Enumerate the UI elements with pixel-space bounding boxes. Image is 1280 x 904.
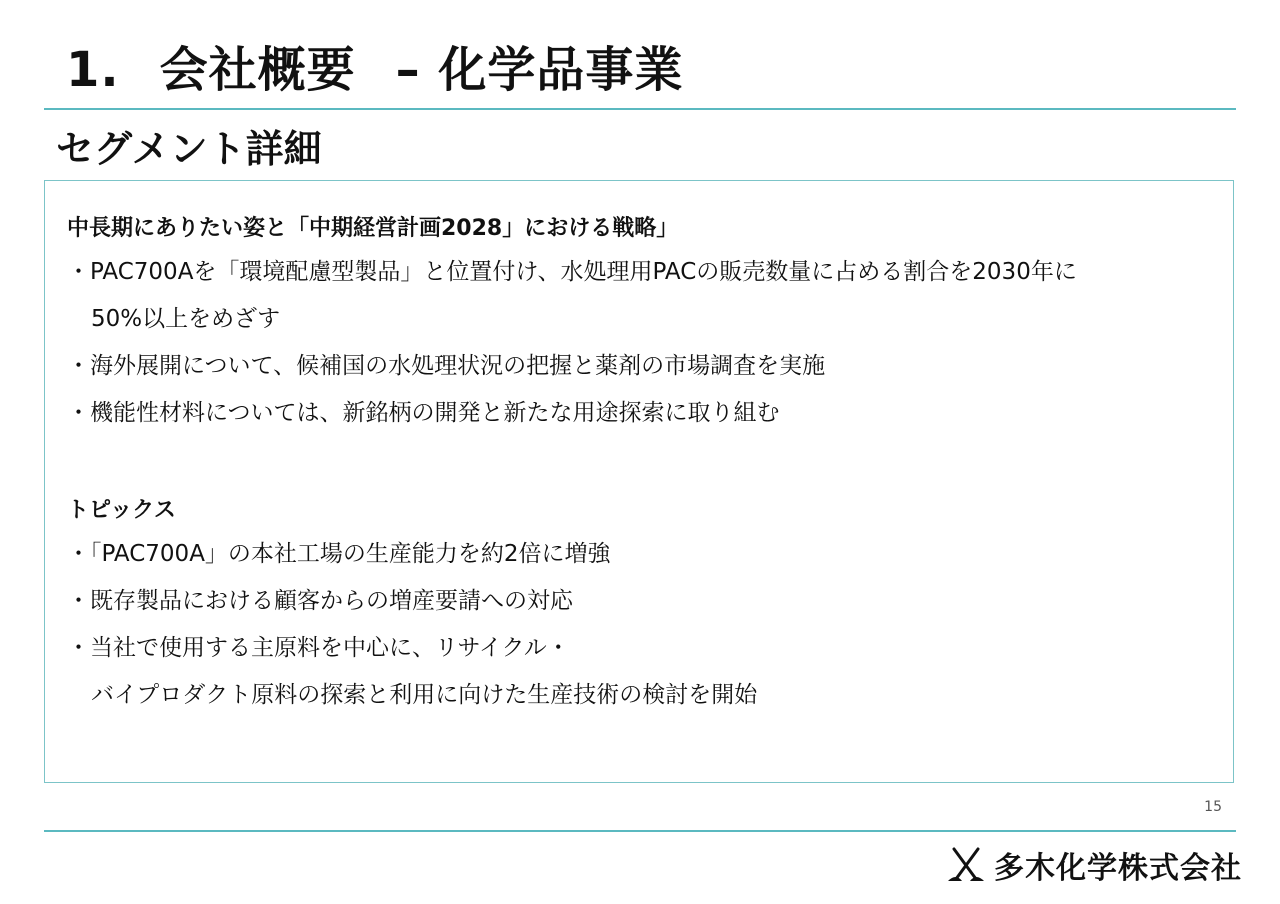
topics-heading: トピックス xyxy=(67,498,176,523)
crossed-hoes-logo-icon xyxy=(946,845,986,885)
company-logo xyxy=(946,843,1242,887)
bullet-line: ・当社で使用する主原料を中心に、リサイクル・ xyxy=(67,635,570,661)
slide-title-main: 会社概要 xyxy=(159,42,356,98)
bullet-line: ・海外展開について、候補国の水処理状況の把握と薬剤の市場調査を実施 xyxy=(67,353,826,379)
slide-title-sub: – 化学品事業 xyxy=(395,42,684,98)
topics-bullet xyxy=(67,625,1227,719)
bullet-line-continued: 50%以上をめざす xyxy=(91,306,281,332)
strategy-heading: 中長期にありたい姿と「中期経営計画2028」における戦略」 xyxy=(67,216,679,241)
strategy-bullet xyxy=(67,249,1227,343)
company-name: 多木化学株式会社 xyxy=(994,851,1242,886)
segment-detail-box xyxy=(44,180,1234,783)
slide-title xyxy=(66,38,683,102)
strategy-bullet xyxy=(67,390,1227,437)
strategy-block xyxy=(67,209,1227,437)
slide-title-number: 1. xyxy=(66,42,120,98)
page-number: 15 xyxy=(1204,799,1222,815)
bullet-line: ・機能性材料については、新銘柄の開発と新たな用途探索に取り組む xyxy=(67,400,780,426)
bullet-line: ・既存製品における顧客からの増産要請への対応 xyxy=(67,588,573,614)
bullet-line-continued: バイプロダクト原料の探索と利用に向けた生産技術の検討を開始 xyxy=(91,682,758,708)
title-divider xyxy=(44,108,1236,110)
topics-bullet xyxy=(67,531,1227,578)
topics-block xyxy=(67,491,1227,719)
topics-bullet xyxy=(67,578,1227,625)
footer-divider xyxy=(44,830,1236,832)
strategy-bullet xyxy=(67,343,1227,390)
bullet-line: ・「PAC700A」の本社工場の生産能力を約2倍に増強 xyxy=(67,541,611,567)
section-heading: セグメント詳細 xyxy=(56,127,322,171)
bullet-line: ・PAC700Aを「環境配慮型製品」と位置付け、水処理用PACの販売数量に占める割合を2030年に xyxy=(67,259,1077,285)
